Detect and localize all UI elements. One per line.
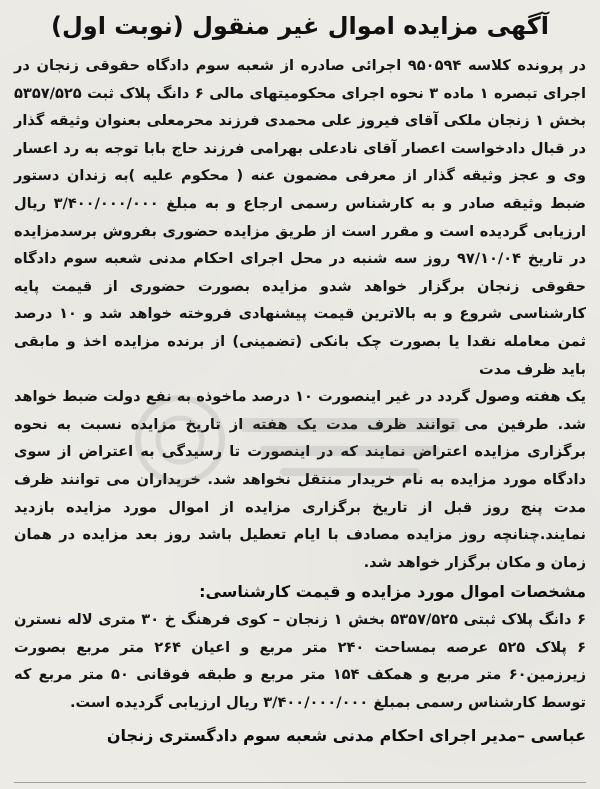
notice-title: آگهی مزایده اموال غیر منقول (نوبت اول) [51, 12, 549, 40]
bottom-divider [14, 782, 586, 783]
notice-paragraph-terms: یک هفته وصول گردد در غیر اینصورت ۱۰ درصد ماخوذه به نفع دولت ضبط خواهد شد. طرفین می توانند ظرف مدت یک هفته از تاریخ مزایده نسبت به نحوه برگزاری مزایده اعتراض نمایند که در اینصورت تا رسیدگی به اعتراض از سوی دادگاه مورد مزایده به نام خریدار منتقل نخواهد شد. خریداران می توانند ظرف مدت پنج روز قبل از تاریخ برگزاری مزایده از اموال مورد مزایده بازدید نمایند.چنانچه روز مزایده مصادف با ایام تعطیل باشد روز بعد مزایده در همان زمان و مکان برگزار خواهد شد. [14, 388, 586, 571]
notice-signature: عباسی –مدیر اجرای احکام مدنی شعبه سوم دادگستری زنجان [106, 725, 586, 745]
notice-paragraph-case: در پرونده کلاسه ۹۵۰۵۹۴ اجرائی صادره از شعبه سوم دادگاه حقوقی زنجان در اجرای تبصره ۱ ماده ۳ نحوه اجرای محکومیتهای مالی ۶ دانگ پلاک ثبت ۵۳۵۷/۵۲۵ بخش ۱ زنجان ملکی آقای فیروز علی محمدی فرزند محرمعلی بعنوان وثیقه گذار در قبال دادخواست اعصار آقای نادعلی بهرامی فرزند حاج بابا توجه به رد اعسار وی و عجز وثیقه گذار از معرفی مضمون عنه ( محکوم علیه )به زندان دستور ضبط وثیقه صادر و به کارشناس رسمی ارجاع و به مبلغ ۳/۴۰۰/۰۰۰/۰۰۰ ریال ارزیابی گردیده است و مقرر است از طریق مزایده حضوری بفروش برسدمزایده در تاریخ ۹۷/۱۰/۰۴ روز سه شنبه در محل اجرای احکام مدنی شعبه سوم دادگاه حقوقی زنجان برگزار خواهد شدو مزایده بصورت حضوری از قیمت پایه کارشناسی شروع و به بالاترین قیمت پیشنهادی فروخته خواهد شد و ۱۰ درصد ثمن معامله نقدا یا بصورت چک بانکی (تضمینی) از برنده مزایده اخذ و مابقی باید ظرف مدت [14, 57, 587, 378]
notice-header [14, 8, 586, 44]
specs-heading: مشخصات اموال مورد مزایده و قیمت کارشناسی: [199, 582, 586, 602]
notice-paragraph-specs: ۶ دانگ پلاک ثبتی ۵۳۵۷/۵۲۵ بخش ۱ زنجان – کوی فرهنگ خ ۳۰ متری لاله نسترن ۶ پلاک ۵۲۵ عرصه بمساحت ۲۴۰ متر مربع و اعیان ۲۶۴ متر مربع بصورت زیرزمین۶۰ متر مربع و همکف ۱۵۴ متر مربع و طبقه فوقانی ۵۰ متر مربع که توسط کارشناس رسمی بمبلغ ۳/۴۰۰/۰۰۰/۰۰۰ ریال ارزیابی گردیده است. [14, 611, 587, 712]
